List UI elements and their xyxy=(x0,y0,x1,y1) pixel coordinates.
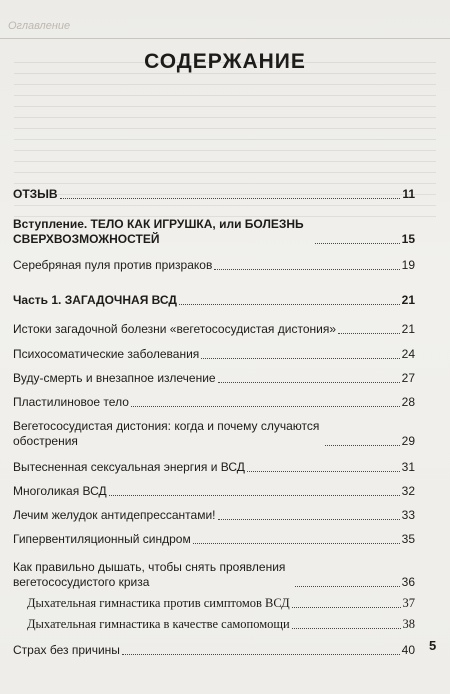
toc-entry-page: 31 xyxy=(401,460,415,474)
toc-entry-text: Вуду-смерть и внезапное излечение xyxy=(13,371,216,385)
dot-leader xyxy=(214,269,399,270)
toc-entry-page: 15 xyxy=(401,232,415,246)
dot-leader xyxy=(315,243,400,244)
page-number: 5 xyxy=(429,638,437,653)
toc-entry xyxy=(13,347,415,362)
toc-entry-page: 40 xyxy=(401,643,415,657)
toc-entry-text: Пластилиновое тело xyxy=(13,395,129,409)
toc-entry xyxy=(13,187,415,202)
toc-entry-page: 35 xyxy=(401,532,415,546)
running-title: Оглавление xyxy=(8,20,71,32)
toc-entry-page: 19 xyxy=(401,258,415,272)
toc-entry-text: Многоликая ВСД xyxy=(13,484,107,498)
toc-entry xyxy=(13,508,415,523)
toc-entry-page: 33 xyxy=(401,508,415,522)
toc-entry xyxy=(13,322,415,337)
toc-entry-text: Дыхательная гимнастика в качестве самопомощи xyxy=(27,617,290,631)
toc-entry-page: 11 xyxy=(402,187,415,201)
toc-entry xyxy=(13,371,415,386)
toc-entry-text: Вступление. ТЕЛО КАК ИГРУШКА, или БОЛЕЗНЬ СВЕРХВОЗМОЖНОСТЕЙ xyxy=(13,217,304,246)
toc-entry-text: Страх без причины xyxy=(13,643,120,657)
toc-entry-page: 24 xyxy=(401,347,415,361)
toc-entry xyxy=(13,532,415,547)
toc-entry xyxy=(13,560,415,590)
toc-entry-text: Часть 1. ЗАГАДОЧНАЯ ВСД xyxy=(13,293,177,307)
toc-entry xyxy=(13,395,415,410)
toc-entry-text: Серебряная пуля против призраков xyxy=(13,258,213,272)
toc-entry-page: 32 xyxy=(401,484,415,498)
toc-entry-page: 28 xyxy=(401,395,415,409)
toc-entry-text: Лечим желудок антидепрессантами! xyxy=(13,508,216,522)
toc-entry xyxy=(13,258,415,273)
dot-leader xyxy=(179,304,400,305)
toc-entry xyxy=(13,293,415,308)
toc-entry-page: 36 xyxy=(401,575,415,589)
dot-leader xyxy=(109,495,400,496)
toc-entry xyxy=(13,484,415,499)
dot-leader xyxy=(338,333,400,334)
dot-leader xyxy=(122,654,400,655)
dot-leader xyxy=(218,382,400,383)
dot-leader xyxy=(218,519,400,520)
dot-leader xyxy=(325,445,400,446)
dot-leader xyxy=(193,543,400,544)
dot-leader xyxy=(247,471,400,472)
toc-entry-page: 29 xyxy=(401,434,415,448)
dot-leader xyxy=(60,198,401,199)
dot-leader xyxy=(201,358,399,359)
dot-leader xyxy=(131,406,400,407)
toc-subentry xyxy=(13,617,415,632)
toc-entry xyxy=(13,419,415,449)
running-header xyxy=(0,0,450,39)
toc-subentry xyxy=(13,596,415,611)
table-of-contents xyxy=(13,187,415,658)
toc-entry-text: Вытесненная сексуальная энергия и ВСД xyxy=(13,460,245,474)
toc-entry-text: Психосоматические заболевания xyxy=(13,347,200,361)
page-title: СОДЕРЖАНИЕ xyxy=(144,50,306,73)
toc-entry-text: Как правильно дышать, чтобы снять проявления вегетососудистого криза xyxy=(13,560,286,589)
toc-entry xyxy=(13,460,415,475)
dot-leader xyxy=(292,628,401,629)
toc-entry xyxy=(13,643,415,658)
toc-entry-page: 21 xyxy=(401,293,415,307)
toc-entry-page: 27 xyxy=(401,371,415,385)
dot-leader xyxy=(292,607,401,608)
toc-entry xyxy=(13,217,415,247)
toc-entry-text: ОТЗЫВ xyxy=(13,187,58,201)
toc-entry-page: 37 xyxy=(402,596,415,610)
toc-entry-text: Гипервентиляционный синдром xyxy=(13,532,191,546)
toc-entry-text: Дыхательная гимнастика против симптомов ВСД xyxy=(27,596,290,610)
dot-leader xyxy=(295,586,400,587)
toc-entry-page: 38 xyxy=(402,617,415,631)
toc-entry-text: Истоки загадочной болезни «вегетососудистая дистония» xyxy=(13,322,337,336)
toc-entry-page: 21 xyxy=(401,322,415,336)
toc-entry-text: Вегетососудистая дистония: когда и почему случаются обострения xyxy=(13,419,320,448)
